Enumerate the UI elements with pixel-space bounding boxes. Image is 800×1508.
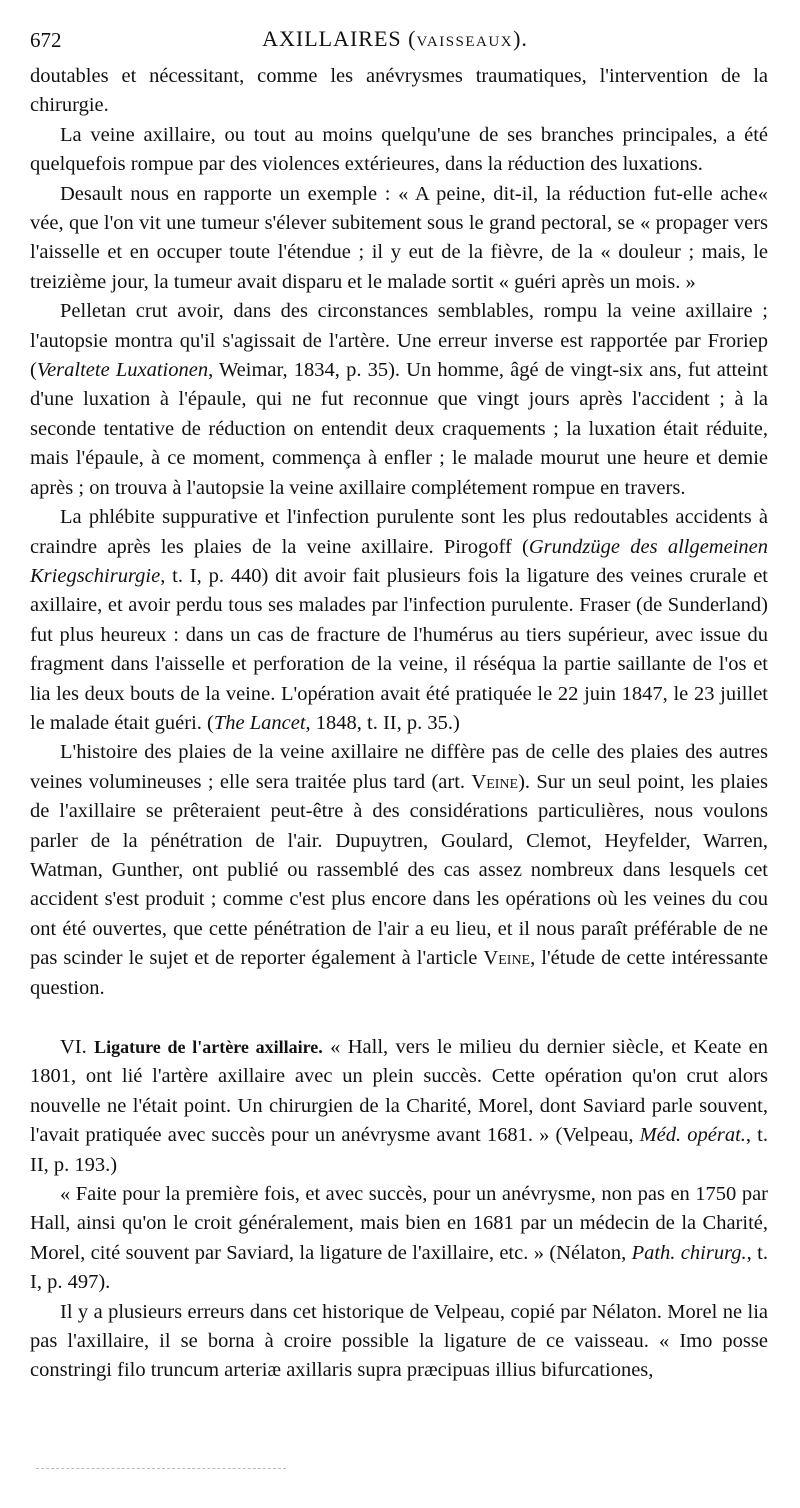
citation-title: Veraltete Luxationen	[36, 359, 209, 382]
running-title-end: ).	[513, 26, 528, 51]
citation-title: Grundzüge des allgemeinen Kriegschirurgie	[30, 535, 769, 587]
cross-reference: Veine	[483, 947, 531, 970]
footer-rule	[36, 1468, 286, 1469]
paragraph-veine-rompue: La veine axillaire, ou tout au moins quelqu'une de ses branches principales, a été quelquefois rompue par des violences extérieures, dans la réduction des luxations.	[30, 123, 768, 176]
citation-title: Path. chirurg.	[631, 1241, 747, 1264]
section-ligature-intro: VI. Ligature de l'artère axillaire. « Hall, vers le milieu du dernier siècle, et Keate en 1801, ont lié l'artère axillaire avec un plein succès. Cette opération qu'on crut alors nouvelle ne l'était point. Un chirurgien de la Charité, Morel, dont Saviard parle souvent, l'avait pratiquée avec succès pour un anévrysme avant 1681. » (Velpeau, Méd. opérat., t. II, p. 193.)	[30, 1036, 768, 1176]
page-number: 672	[30, 28, 62, 52]
paragraph-erreurs: Il y a plusieurs erreurs dans cet historique de Velpeau, copié par Nélaton. Morel ne lia pas l'axillaire, il se borna à croire possible la ligature de ce vaisseau. « Imo posse constringi filo truncum arteriæ axillaris supra præcipuas illius bifurcationes,	[30, 1300, 768, 1382]
page-body	[30, 62, 768, 1386]
running-title-main: AXILLAIRES (	[262, 26, 417, 51]
section-number: VI.	[60, 1036, 95, 1058]
cross-reference: Veine	[471, 770, 519, 793]
paragraph-continuation: doutables et nécessitant, comme les anévrysmes traumatiques, l'intervention de la chirurgie.	[30, 65, 768, 117]
paragraph-faite: « Faite pour la première fois, et avec succès, pour un anévrysme, non pas en 1750 par Hall, ainsi qu'on le croit généralement, mais bien en 1681 par un médecin de la Charité, Morel, cité souvent par Saviard, la ligature de l'axillaire, etc. » (Nélaton, Path. chirurg., t. I, p. 497).	[30, 1183, 768, 1294]
citation-title: Méd. opérat.	[639, 1124, 746, 1147]
paragraph-phlebite: La phlébite suppurative et l'infection purulente sont les plus redoutables accidents à craindre après les plaies de la veine axillaire. Pirogoff (Grundzüge des allgemeinen Kriegschirurgie, t. I, p. 440) dit avoir fait plusieurs fois la ligature des veines crurale et axillaire, et avoir perdu tous ses malades par l'infection purulente. Fraser (de Sunderland) fut plus heureux : dans un cas de fracture de l'humérus au tiers supérieur, avec issue du fragment dans l'aisselle et perforation de la veine, il réséqua la partie saillante de l'os et lia les deux bouts de la veine. L'opération avait été pratiquée le 22 juin 1847, le 23 juillet le malade était guéri. (The Lancet, 1848, t. II, p. 35.)	[30, 506, 769, 734]
running-title	[30, 26, 760, 52]
citation-title: The Lancet	[213, 711, 306, 734]
paragraph-desault-quote: Desault nous en rapporte un exemple : « A peine, dit-il, la réduction fut-elle ache« vée, que l'on vit une tumeur s'élever subitement sous le grand pectoral, se « propager vers l'aisselle et en occuper toute l'étendue ; il y eut de la fièvre, de la « douleur ; mais, le treizième jour, la tumeur avait disparu et le malade sortit « guéri après un mois. »	[30, 182, 768, 293]
page-header	[30, 24, 760, 58]
running-title-sub: VAISSEAUX	[416, 34, 514, 50]
section-heading: Ligature de l'artère axillaire.	[94, 1037, 323, 1057]
paragraph-histoire: L'histoire des plaies de la veine axillaire ne diffère pas de celle des plaies des autres veines volumineuses ; elle sera traitée plus tard (art. Veine). Sur un seul point, les plaies de l'axillaire se prêteraient peut-être à des considérations particulières, nous voulons parler de la pénétration de l'air. Dupuytren, Goulard, Clemot, Heyfelder, Warren, Watman, Gunther, ont publié ou rassemblé des cas assez nombreux dans lesquels cet accident s'est produit ; comme c'est plus encore dans les opérations où les veines du cou ont été ouvertes, que cette pénétration de l'air a eu lieu, et il nous paraît préférable de ne pas scinder le sujet et de reporter également à l'article Veine, l'étude de cette intéressante question.	[30, 741, 768, 999]
paragraph-pelletan: Pelletan crut avoir, dans des circonstances semblables, rompu la veine axillaire ; l'autopsie montra qu'il s'agissait de l'artère. Une erreur inverse est rapportée par Froriep (Veraltete Luxationen, Weimar, 1834, p. 35). Un homme, âgé de vingt-six ans, fut atteint d'une luxation à l'épaule, qui ne fut reconnue que vingt jours après l'accident ; à la seconde tentative de réduction on entendit deux craquements ; la luxation était réduite, mais l'épaule, à ce moment, commença à enfler ; le malade mourut une heure et demie après ; on trouva à l'autopsie la veine axillaire complétement rompue en travers.	[30, 300, 768, 499]
